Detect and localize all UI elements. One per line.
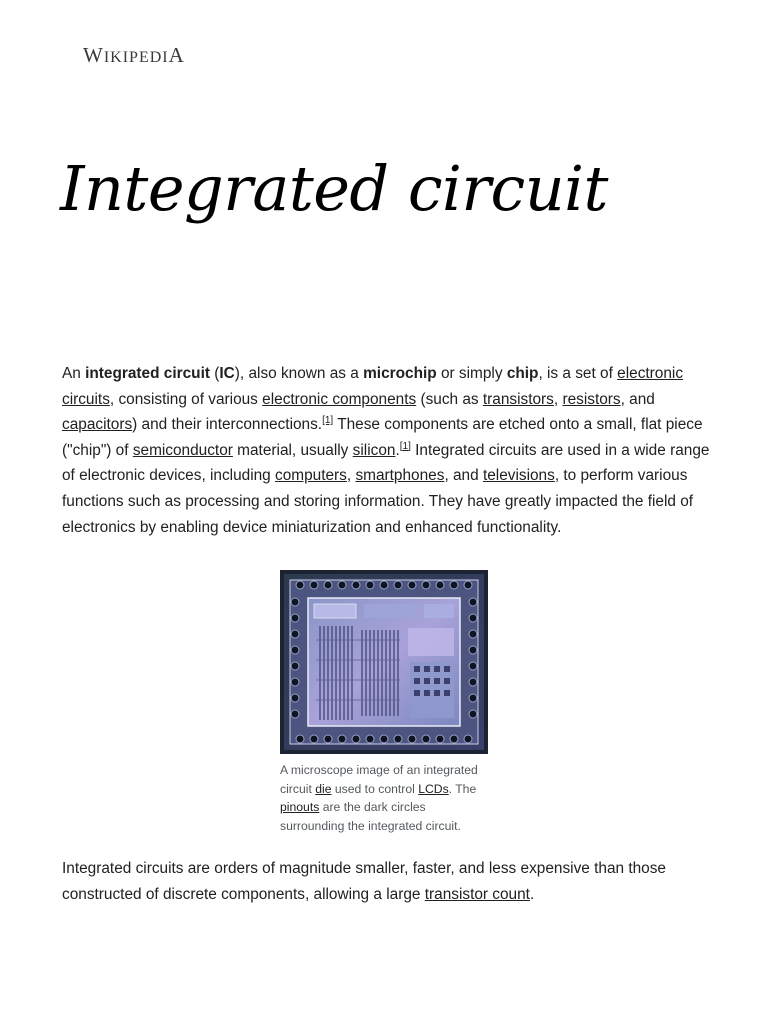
text: , <box>346 467 356 485</box>
link-semiconductor[interactable]: semiconductor <box>132 441 233 459</box>
text: . The <box>448 781 477 796</box>
link-transistors[interactable]: transistors <box>482 390 554 408</box>
link-televisions[interactable]: televisions <box>482 467 555 485</box>
text: ( <box>209 365 220 382</box>
reference-link-1-second[interactable]: [1] <box>399 440 411 452</box>
text: , <box>553 390 563 408</box>
text: A microscope image of an integrated circuit <box>280 763 478 796</box>
wordmark-middle: IKIPEDI <box>103 49 169 66</box>
link-pinouts[interactable]: pinouts <box>280 800 320 815</box>
figure-caption <box>280 761 486 835</box>
text: Integrated circuits are used in a wide range of electronic devices, including <box>62 441 710 485</box>
text: , consisting of various <box>109 390 263 408</box>
link-transistor-count[interactable]: transistor count <box>424 886 530 903</box>
figure <box>280 570 488 835</box>
link-computers[interactable]: computers <box>275 467 347 485</box>
bold-term-ic: IC <box>219 365 235 382</box>
text: used to control <box>331 781 419 796</box>
text: . <box>395 441 400 459</box>
text: material, usually <box>232 441 353 459</box>
text: . <box>529 886 535 903</box>
bold-term-integrated-circuit: integrated circuit <box>85 365 210 382</box>
link-silicon[interactable]: silicon <box>352 441 396 459</box>
link-electronic-circuits[interactable]: electronic circuits <box>62 365 684 408</box>
text: , and <box>620 390 655 408</box>
link-capacitors[interactable]: capacitors <box>62 416 133 434</box>
wikipedia-wordmark[interactable] <box>83 43 185 68</box>
text: (such as <box>416 390 483 408</box>
text: ) and their interconnections. <box>132 416 323 434</box>
lead-paragraph <box>62 361 712 540</box>
text: , to perform various functions such as processing and storing information. They have greatly impacted the field of electronics by enabling device miniaturization and enhanced functionality. <box>62 467 694 536</box>
link-smartphones[interactable]: smartphones <box>355 467 445 485</box>
wordmark-final: A <box>168 43 185 67</box>
text: ), also known as a <box>234 365 364 382</box>
text: are the dark circles surrounding the integrated circuit. <box>280 800 461 833</box>
link-lcds[interactable]: LCDs <box>418 781 449 796</box>
bold-term-microchip: microchip <box>363 365 437 382</box>
text: These components are etched onto a small, flat piece ("chip") of <box>62 416 703 459</box>
text: , and <box>444 467 483 485</box>
bold-term-chip: chip <box>506 365 539 382</box>
link-electronic-components[interactable]: electronic components <box>262 390 417 408</box>
second-paragraph <box>62 856 712 908</box>
page-title: Integrated circuit <box>60 152 608 225</box>
reference-link-1[interactable]: [1] <box>322 415 334 427</box>
link-die[interactable]: die <box>315 781 332 796</box>
link-resistors[interactable]: resistors <box>562 390 621 408</box>
text: Integrated circuits are orders of magnitude smaller, faster, and less expensive than those constructed of discrete components, allowing a large <box>62 860 666 903</box>
text: or simply <box>436 365 507 382</box>
text: , is a set of <box>538 365 618 382</box>
text: An <box>62 365 86 382</box>
ic-die-image[interactable] <box>280 570 488 754</box>
wordmark-initial: W <box>83 43 104 67</box>
